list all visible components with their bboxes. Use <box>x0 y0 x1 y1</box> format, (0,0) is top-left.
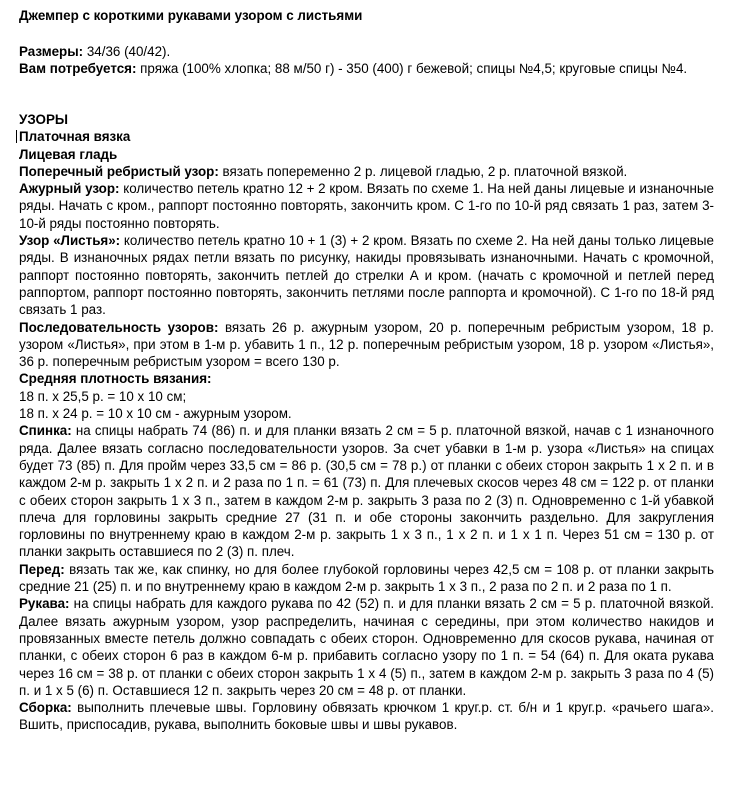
sequence-paragraph <box>19 319 714 371</box>
leaves-pattern-paragraph <box>19 232 714 318</box>
sequence-label: Последовательность узоров: <box>19 319 219 335</box>
lace-pattern-label: Ажурный узор: <box>19 181 120 197</box>
sequence-text: вязать 26 р. ажурным узором, 20 р. поперечным ребристым узором, 18 р. узором «Листья», при этом в 1-м р. убавить 1 п., 12 р. поперечным ребристым узором, 18 р. узором «Листья», 36 р. поперечным ребристым узором = всего 130 р. <box>19 319 714 370</box>
front-paragraph <box>19 561 714 596</box>
assembly-paragraph <box>19 699 714 734</box>
sleeves-text: на спицы набрать для каждого рукава по 42 (52) п. и для планки вязать 2 см = 5 р. платочной вязкой. Далее вязать ажурным узором, узор распределить, начиная с середины, при этом количество накидов и провязанных вместе петель должно совпадать с обеих сторон. Одновременно для скосов рукава, начиная от планки, с обеих сторон 6 раз в каждом 6-м р. прибавить согласно узору по 1 п. = 54 (64) п. Для оката рукава через 16 см = 38 р. от планки с обеих сторон закрыть 1 х 4 (5) п., затем в каждом 2-м р. закрыть 3 раза по 4 (5) п. и 1 х 5 (6) п. Оставшиеся 12 п. закрыть через 20 см = 48 р. от планки. <box>19 596 714 698</box>
stockinette-heading: Лицевая гладь <box>19 146 118 162</box>
garter-stitch-label: Платочная вязка <box>19 129 131 145</box>
front-text: вязать так же, как спинку, но для более глубокой горловины через 42,5 см = 108 р. от планки закрыть средние 21 (25) п. и по внутреннему краю в каждом 2-м р. закрыть 1 х 3 п., 2 раза по 2 п. и 2 раза по 1 п. <box>19 561 714 595</box>
sleeves-label: Рукава: <box>19 596 70 612</box>
materials-section <box>19 43 714 78</box>
materials-label: Вам потребуется: <box>19 61 137 77</box>
striped-pattern-label: Поперечный ребристый узор: <box>19 163 219 179</box>
striped-pattern-text: вязать попеременно 2 р. лицевой гладью, 2 р. платочной вязкой. <box>218 163 628 179</box>
back-label: Спинка: <box>19 423 72 439</box>
assembly-text: выполнить плечевые швы. Горловину обвязать крючком 1 круг.р. ст. б/н и 1 круг.р. «рачьего шага». Вшить, приспосадив, рукава, выполнить боковые швы и швы рукавов. <box>19 700 714 733</box>
lace-pattern-paragraph <box>19 180 714 232</box>
back-text: на спицы набрать 74 (86) п. и для планки вязать 2 см = 5 р. платочной вязкой, начав с 1 изнаночного ряда. Далее вязать согласно последовательности узоров. За счет убавки в 1-м р. узора «Листья» на спицах будет 73 (85) п. Для пройм через 33,5 см = 86 р. (30,5 см = 78 р.) от планки с обеих сторон закрыть 1 х 2 п. и в каждом 2-м р. закрыть 1 х 2 п. и 2 раза по 1 п. = 61 (73) п. Для плечевых скосов через 48 см = 122 р. от планки с обеих сторон закрыть 1 х 3 п., затем в каждом 2-м р. закрыть 3 раза по 2 (3) п. Одновременно с 1-й убавкой плеча для горловины закрыть средние 27 (31 п. и обе стороны закончить раздельно. Для закругления горловины по внутреннему краю в каждом 2-м р. закрыть 1 х 3 п., 1 х 2 п. и 1 х 1 п. Через 51 см = 130 р. от планки закрыть оставшиеся по 2 (3) п. плеч. <box>19 423 714 560</box>
patterns-section <box>19 111 714 734</box>
materials-paragraph <box>19 60 714 77</box>
materials-text: пряжа (100% хлопка; 88 м/50 г) - 350 (400) г бежевой; спицы №4,5; круговые спицы №4. <box>136 61 688 77</box>
back-paragraph <box>19 422 714 560</box>
gauge-line-2: 18 п. х 24 р. = 10 х 10 см - ажурным узором. <box>19 406 292 422</box>
gauge-line-1: 18 п. х 25,5 р. = 10 х 10 см; <box>19 388 187 404</box>
sizes-label: Размеры: <box>19 44 84 59</box>
leaves-pattern-label: Узор «Листья»: <box>19 233 121 249</box>
sleeves-paragraph <box>19 595 714 699</box>
gauge-heading: Средняя плотность вязания: <box>19 371 212 387</box>
sizes-text: 34/36 (40/42). <box>83 44 171 59</box>
striped-pattern-paragraph <box>19 163 714 180</box>
front-label: Перед: <box>19 561 65 577</box>
text-cursor <box>16 130 17 143</box>
assembly-label: Сборка: <box>19 700 72 716</box>
sizes-paragraph <box>19 43 714 60</box>
document-title: Джемпер с короткими рукавами узором с листьями <box>19 8 363 23</box>
leaves-pattern-text: количество петель кратно 10 + 1 (3) + 2 кром. Вязать по схеме 2. На ней даны только лицевые ряды. В изнаночных рядах петли вязать по рисунку, накиды провязывать изнаночными. Начать с кромочной, раппорт постоянно повторять, закончить петлей до стрелки А и кром. (начать с кромочной и петлей перед раппортом, раппорт постоянно повторять, закончить петлями после раппорта и кромочной). С 1-го по 18-й ряд связать 1 раз. <box>19 233 714 318</box>
patterns-heading: УЗОРЫ <box>19 112 68 127</box>
garter-stitch-heading <box>19 128 714 145</box>
lace-pattern-text: количество петель кратно 12 + 2 кром. Вязать по схеме 1. На ней даны лицевые и изнаночные ряды. Начать с кром., раппорт постоянно повторять, закончить кром. С 1-го по 10-й ряд связать 1 раз, затем 3-10-й ряды постоянно повторять. <box>19 181 714 231</box>
